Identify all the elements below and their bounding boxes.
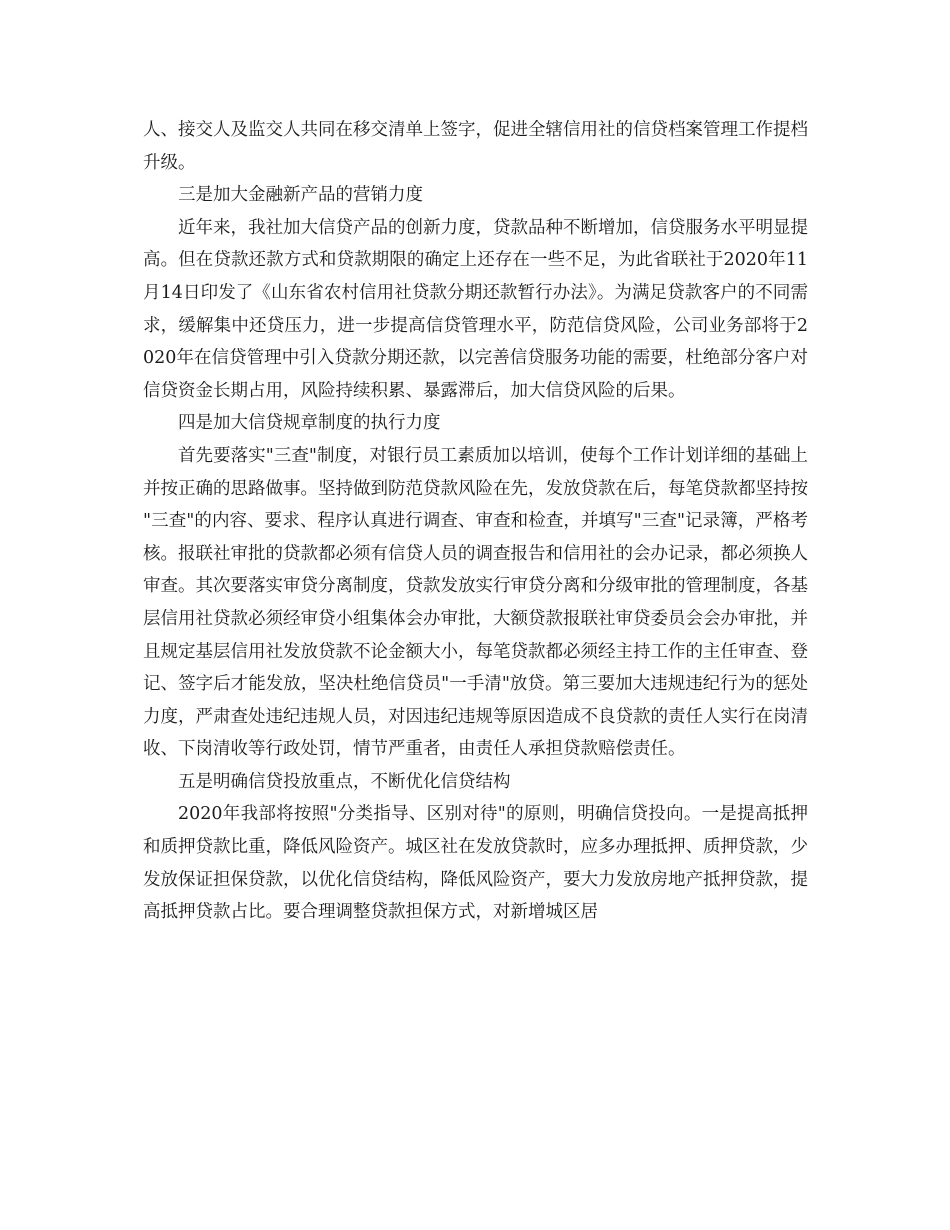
paragraph-regulations: 首先要落实"三查"制度，对银行员工素质加以培训，使每个工作计划详细的基础上并按正确的思路做事。坚持做到防范贷款风险在先，发放贷款在后，每笔贷款都坚持按"三查"的内容、要求、程序认真进行调查、审查和检查，并填写"三查"记录簿，严格考核。报联社审批的贷款都必须有信贷人员的调查报告和信用社的会办记录，都必须换人审查。其次要落实审贷分离制度，贷款发放实行审贷分离和分级审批的管理制度，各基层信用社贷款必须经审贷小组集体会办审批，大额贷款报联社审贷委员会会办审批，并且规定基层信用社发放贷款不论金额大小，每笔贷款都必须经主持工作的主任审查、登记、签字后才能发放，坚决杜绝信贷员"一手清"放贷。第三要加大违规违纪行为的惩处力度，严肃查处违纪违规人员，对因违纪违规等原因造成不良贷款的责任人实行在岗清收、下岗清收等行政处罚，情节严重者，由责任人承担贷款赔偿责任。 [143,445,808,760]
document-body [143,114,808,929]
paragraph-credit-structure: 2020年我部将按照"分类指导、区别对待"的原则，明确信贷投向。一是提高抵押和质押贷款比重，降低风险资产。城区社在发放贷款时，应多办理抵押、质押贷款，少发放保证担保贷款，以优化信贷结构，降低风险资产，要大力发放房地产抵押贷款，提高抵押贷款占比。要合理调整贷款担保方式，对新增城区居 [143,804,808,923]
paragraph-new-products: 近年来，我社加大信贷产品的创新力度，贷款品种不断增加，信贷服务水平明显提高。但在贷款还款方式和贷款期限的确定上还存在一些不足，为此省联社于2020年11月14日印发了《山东省农村信用社贷款分期还款暂行办法》。为满足贷款客户的不同需求，缓解集中还贷压力，进一步提高信贷管理水平，防范信贷风险，公司业务部将于2020年在信贷管理中引入贷款分期还款，以完善信贷服务功能的需要，杜绝部分客户对信贷资金长期占用，风险持续积累、暴露滞后，加大信贷风险的后果。 [143,217,808,401]
section-heading-5: 五是明确信贷投放重点，不断优化信贷结构 [178,771,511,792]
paragraph-archive-handover: 人、接交人及监交人共同在移交清单上签字，促进全辖信用社的信贷档案管理工作提档升级。 [143,120,808,173]
section-heading-3: 三是加大金融新产品的营销力度 [178,185,423,206]
section-heading-4: 四是加大信贷规章制度的执行力度 [178,413,441,434]
